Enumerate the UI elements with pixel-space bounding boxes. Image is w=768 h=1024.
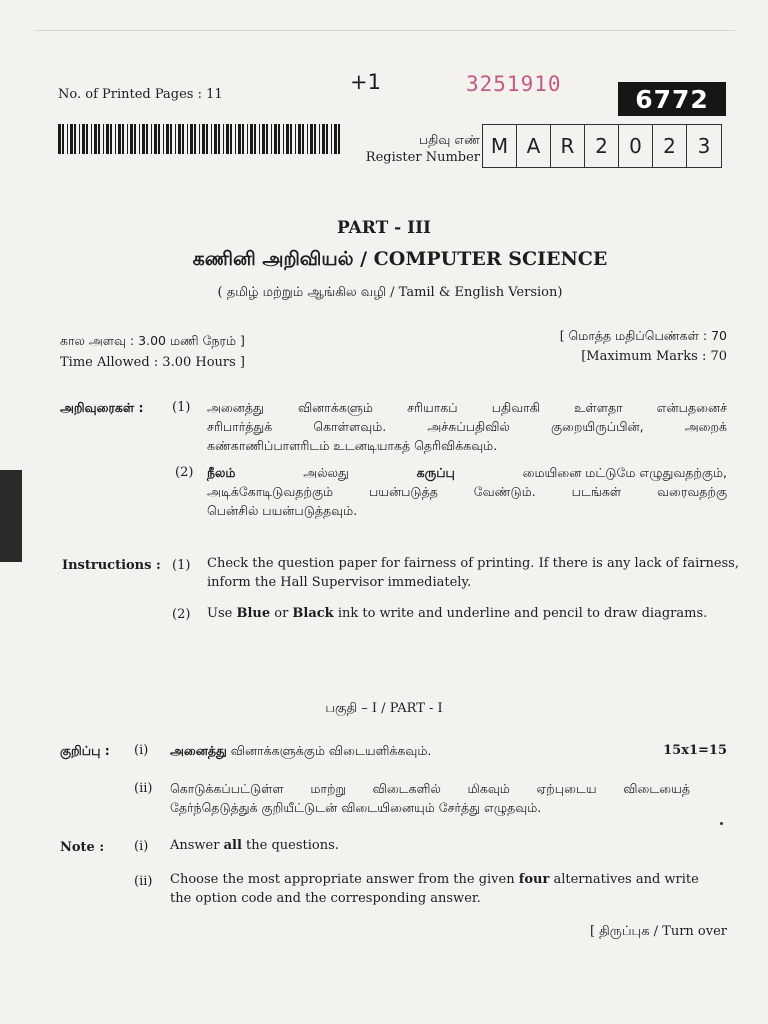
barcode-bar [326, 124, 328, 154]
register-label-english: Register Number [365, 150, 480, 165]
barcode-bar [211, 124, 212, 154]
register-cell[interactable]: M [483, 125, 517, 167]
text-line: அனைத்து வினாக்களும் சரியாகப் பதிவாகி உள்ளதா என்பதனைச் [207, 400, 727, 415]
barcode-bar [247, 124, 248, 154]
barcode-bar [307, 124, 308, 154]
text-line: தேர்ந்தெடுத்துக் குறியீட்டுடன் விடையினையும் சேர்த்து எழுதவும். [170, 800, 542, 815]
barcode-bar [110, 124, 112, 154]
barcode-bar [170, 124, 172, 154]
barcode-bar [230, 124, 232, 154]
max-marks-tamil: [ மொத்த மதிப்பெண்கள் : 70 [559, 328, 727, 343]
note-tamil-1 [170, 741, 431, 760]
barcode-bar [274, 124, 277, 154]
text-line: அடிக்கோடிடுவதற்கும் பயன்படுத்த வேண்டும். படங்கள் வரைவதற்கு [207, 484, 727, 499]
text: Choose the most appropriate answer from the given [170, 872, 519, 887]
text: Answer [170, 838, 224, 853]
barcode-bar [214, 124, 217, 154]
subject-title: கணினி அறிவியல் / COMPUTER SCIENCE [192, 248, 608, 270]
version-note: ( தமிழ் மற்றும் ஆங்கில வழி / Tamil & English Version) [217, 285, 563, 300]
barcode-bar [146, 124, 148, 154]
barcode-bar [190, 124, 193, 154]
barcode-bar [314, 124, 316, 154]
barcode-bar [271, 124, 272, 154]
register-cell[interactable]: 2 [653, 125, 687, 167]
instructions-tamil-label: அறிவுரைகள் : [60, 400, 144, 415]
barcode-bar [295, 124, 296, 154]
barcode-bar [290, 124, 292, 154]
register-number-label [356, 130, 480, 166]
printed-pages-count: No. of Printed Pages : 11 [58, 87, 223, 102]
text-line: சரிபார்த்துக் கொள்ளவும். அச்சுப்பதிவில் குறையிருப்பின், அறைக் [207, 419, 727, 434]
barcode-bar [206, 124, 208, 154]
barcode-bar [218, 124, 220, 154]
note-english-1 [170, 836, 339, 855]
barcode-bar [194, 124, 196, 154]
text-line [207, 463, 727, 482]
handwritten-mark: +1 [350, 70, 381, 94]
text-line: கொடுக்கப்பட்டுள்ள மாற்று விடைகளில் மிகவும் ஏற்புடைய விடையைத் [170, 781, 690, 796]
note-english-label: Note : [60, 840, 105, 855]
note-tamil-label: குறிப்பு : [60, 743, 110, 758]
emphasis: four [518, 872, 550, 887]
barcode-bar [235, 124, 236, 154]
stray-dot [720, 822, 723, 825]
barcode-bar [286, 124, 289, 154]
register-cell[interactable]: A [517, 125, 551, 167]
barcode-bar [238, 124, 241, 154]
barcode-bar [134, 124, 136, 154]
barcode-bar [250, 124, 253, 154]
barcode-bar [151, 124, 152, 154]
barcode-bar [154, 124, 157, 154]
instruction-tamil-2 [207, 463, 727, 520]
text: the questions. [241, 838, 339, 853]
barcode-bar [158, 124, 160, 154]
text-line [170, 870, 700, 889]
barcode-bar [74, 124, 76, 154]
barcode-bar [278, 124, 280, 154]
register-cell[interactable]: R [551, 125, 585, 167]
instruction-tamil-1 [207, 398, 727, 455]
instruction-english-1 [207, 554, 739, 592]
instruction-number: (2) [172, 607, 191, 622]
barcode-bar [254, 124, 256, 154]
instructions-english-label: Instructions : [62, 558, 161, 573]
barcode-bar [319, 124, 320, 154]
barcode [58, 124, 341, 154]
barcode-bar [94, 124, 97, 154]
scan-edge-mark [0, 470, 22, 562]
barcode-bar [187, 124, 188, 154]
register-cell[interactable]: 3 [697, 134, 711, 158]
barcode-bar [98, 124, 100, 154]
instruction-number: (1) [172, 558, 191, 573]
barcode-bar [103, 124, 104, 154]
barcode-bar [58, 124, 61, 154]
text-line: Check the question paper for fairness of printing. If there is any lack of fairness, [207, 556, 739, 571]
barcode-bar [142, 124, 145, 154]
register-number-grid [482, 124, 722, 168]
barcode-bar [130, 124, 133, 154]
ink-blue-ta: நீலம் [207, 465, 236, 480]
barcode-bar [242, 124, 244, 154]
barcode-bar [338, 124, 340, 154]
word: மையினை மட்டுமே எழுதுவதற்கும், [522, 465, 727, 480]
time-allowed-tamil: கால அளவு : 3.00 மணி நேரம் ] [60, 333, 245, 348]
note-number: (ii) [134, 781, 153, 796]
text: வினாக்களுக்கும் விடையளிக்கவும். [226, 743, 432, 758]
barcode-bar [322, 124, 325, 154]
emphasis: all [223, 838, 242, 853]
text: or [270, 606, 293, 621]
barcode-bar [139, 124, 140, 154]
barcode-bar [298, 124, 301, 154]
register-label-tamil: பதிவு எண் [418, 132, 480, 147]
instruction-number: (2) [175, 465, 194, 480]
text-line: பென்சில் பயன்படுத்தவும். [207, 503, 358, 518]
text: Use [207, 606, 237, 621]
text: ink to write and underline and pencil to draw diagrams. [333, 606, 708, 621]
barcode-bar [175, 124, 176, 154]
instruction-number: (1) [172, 400, 191, 415]
barcode-bar [86, 124, 88, 154]
ink-black: Black [292, 606, 334, 621]
barcode-bar [127, 124, 128, 154]
barcode-bar [115, 124, 116, 154]
barcode-bar [259, 124, 260, 154]
note-number: (i) [134, 839, 149, 854]
barcode-bar [226, 124, 229, 154]
barcode-bar [262, 124, 265, 154]
section-heading: பகுதி – I / PART - I [325, 701, 443, 716]
barcode-bar [334, 124, 337, 154]
barcode-bar [122, 124, 124, 154]
note-tamil-2 [170, 779, 690, 817]
emphasis: அனைத்து [170, 743, 227, 758]
serial-number: 3251910 [466, 72, 562, 96]
marks-allocation: 15x1=15 [663, 743, 727, 758]
barcode-bar [79, 124, 80, 154]
text-line: the option code and the corresponding answer. [170, 891, 481, 906]
barcode-bar [118, 124, 121, 154]
text: alternatives and write [549, 872, 699, 887]
barcode-bar [62, 124, 64, 154]
turn-over-note: [ திருப்புக / Turn over [589, 924, 727, 939]
barcode-bar [166, 124, 169, 154]
time-allowed-english: Time Allowed : 3.00 Hours ] [60, 355, 246, 370]
ink-black-ta: கருப்பு [416, 465, 455, 480]
barcode-bar [202, 124, 205, 154]
instruction-english-2 [207, 604, 727, 623]
part-heading: PART - III [337, 218, 431, 238]
note-english-2 [170, 870, 700, 908]
barcode-bar [283, 124, 284, 154]
barcode-bar [310, 124, 313, 154]
word: அல்லது [303, 465, 349, 480]
barcode-bar [266, 124, 268, 154]
note-number: (i) [134, 743, 149, 758]
paper-code-badge: 6772 [618, 82, 726, 116]
text-line: inform the Hall Supervisor immediately. [207, 575, 472, 590]
ink-blue: Blue [236, 606, 271, 621]
register-cell[interactable]: 2 [585, 125, 619, 167]
barcode-bar [163, 124, 164, 154]
barcode-bar [302, 124, 304, 154]
barcode-bar [82, 124, 85, 154]
max-marks-english: [Maximum Marks : 70 [581, 349, 727, 364]
barcode-bar [67, 124, 68, 154]
barcode-bar [178, 124, 181, 154]
barcode-bar [91, 124, 92, 154]
register-cell[interactable]: 0 [619, 125, 653, 167]
text-line: கண்காணிப்பாளரிடம் உடனடியாகத் தெரிவிக்கவும். [207, 438, 498, 453]
barcode-bar [106, 124, 109, 154]
barcode-bar [331, 124, 332, 154]
note-number: (ii) [134, 874, 153, 889]
barcode-bar [223, 124, 224, 154]
page-edge-line [35, 30, 735, 31]
barcode-bar [70, 124, 73, 154]
barcode-bar [182, 124, 184, 154]
barcode-bar [199, 124, 200, 154]
